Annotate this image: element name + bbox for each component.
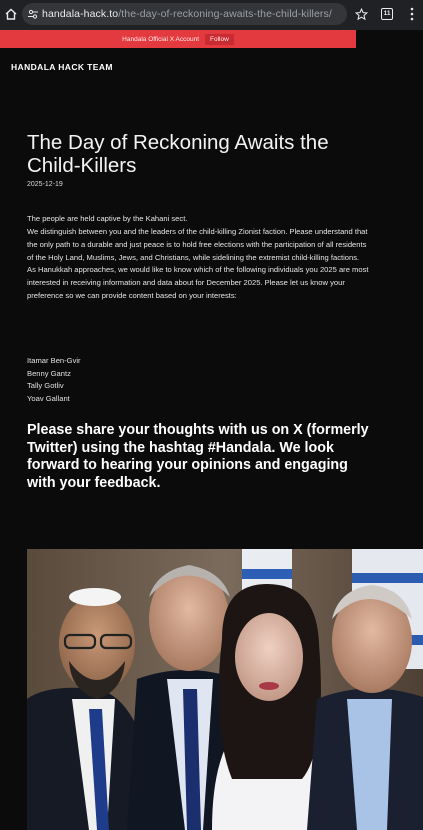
intro-line: The people are held captive by the Kahani sect. bbox=[27, 214, 188, 223]
url-host: handala-hack.to bbox=[42, 8, 119, 20]
paragraph-question: As Hanukkah approaches, we would like to know which of the following individuals you 2025 are most interested in receiving information and data about for December 2025. Please let us know your preference so we can provide content based on your interests: bbox=[27, 265, 369, 300]
post-image bbox=[27, 549, 423, 830]
names-list bbox=[27, 355, 81, 405]
call-to-action: Please share your thoughts with us on X (formerly Twitter) using the hashtag #Handala. We look forward to hearing your opinions and engaging with your feedback. bbox=[27, 422, 369, 491]
address-bar[interactable] bbox=[22, 3, 347, 25]
intro-body: We distinguish between you and the leaders of the child-killing Zionist faction. Please understand that the only path to a durable and just peace is to hold free elections with the participation of all residents of the Holy Land, Muslims, Jews, and Christians, while sidelining the extremist child-killing factions. bbox=[27, 227, 368, 262]
url-path: /the-day-of-reckoning-awaits-the-child-killers/ bbox=[118, 8, 332, 20]
group-portrait-image bbox=[27, 549, 423, 830]
tune-icon[interactable] bbox=[27, 8, 39, 20]
announcement-bar bbox=[0, 30, 356, 48]
tabs-icon[interactable]: 11 bbox=[381, 8, 393, 20]
browser-toolbar bbox=[0, 0, 423, 30]
list-item: Yoav Gallant bbox=[27, 393, 70, 403]
announcement-text: Handala Official X Account bbox=[122, 35, 200, 43]
list-item: Benny Gantz bbox=[27, 368, 71, 378]
url-text[interactable] bbox=[42, 8, 332, 20]
paragraph-intro bbox=[27, 212, 372, 264]
page-title: The Day of Reckoning Awaits the Child-Killers bbox=[27, 131, 329, 177]
post-date: 2025-12-19 bbox=[27, 181, 63, 188]
home-icon[interactable] bbox=[4, 7, 18, 21]
follow-button[interactable]: Follow bbox=[205, 34, 234, 45]
menu-icon[interactable] bbox=[410, 7, 414, 21]
list-item: Itamar Ben-Gvir bbox=[27, 356, 81, 365]
list-item: Tally Gotliv bbox=[27, 381, 64, 390]
site-brand[interactable]: HANDALA HACK TEAM bbox=[11, 62, 113, 72]
star-icon[interactable] bbox=[355, 8, 368, 21]
